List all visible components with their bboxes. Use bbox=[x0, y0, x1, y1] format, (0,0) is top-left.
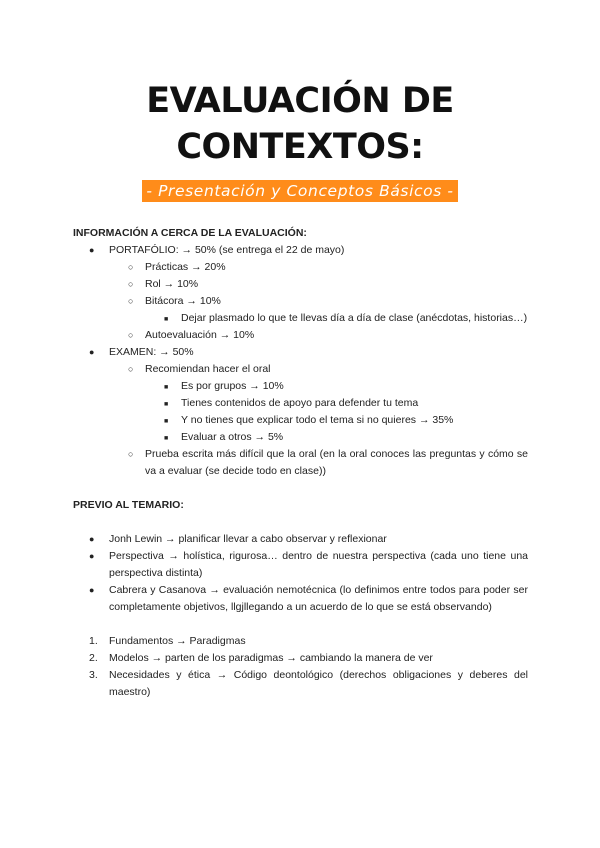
item-text: Y no tienes que explicar todo el tema si no quieres → 35% bbox=[181, 414, 454, 426]
item-number: 1. bbox=[89, 635, 98, 647]
square-bullet-icon: ■ bbox=[164, 418, 169, 425]
circle-bullet-icon: ○ bbox=[128, 364, 134, 374]
bullet-icon: ● bbox=[89, 347, 95, 357]
item-text: Dejar plasmado lo que te llevas día a día de clase (anécdotas, historias…) bbox=[181, 312, 528, 324]
list-item-oral-3 bbox=[73, 412, 528, 429]
item-text: Perspectiva → holística, rigurosa… dentro de nuestra perspectiva (cada uno tiene una perspectiva distinta) bbox=[109, 550, 528, 579]
square-bullet-icon: ■ bbox=[164, 401, 169, 408]
bullet-icon: ● bbox=[89, 551, 95, 561]
item-text: Evaluar a otros → 5% bbox=[181, 431, 284, 443]
item-text: Prácticas → 20% bbox=[145, 261, 226, 273]
numbered-list bbox=[73, 633, 528, 701]
section-heading-evaluacion: INFORMACIÓN A CERCA DE LA EVALUACIÓN: bbox=[73, 227, 307, 239]
item-number: 3. bbox=[89, 669, 98, 681]
list-item-oral bbox=[73, 361, 528, 378]
circle-bullet-icon: ○ bbox=[128, 449, 134, 459]
section-heading-previo: PREVIO AL TEMARIO: bbox=[73, 499, 184, 511]
list-item-examen bbox=[73, 344, 528, 361]
item-text: Necesidades y ética → Código deontológico (derechos obligaciones y deberes del maestro) bbox=[109, 669, 528, 698]
square-bullet-icon: ■ bbox=[164, 316, 169, 323]
item-text: Rol → 10% bbox=[145, 278, 199, 290]
item-text: Prueba escrita más difícil que la oral (en la oral conoces las preguntas y cómo se va a evaluar (se decide todo en clase)) bbox=[145, 448, 528, 477]
list-item-bitacora-detail bbox=[73, 310, 528, 327]
numbered-item-1 bbox=[73, 633, 528, 650]
list-item-rol bbox=[73, 276, 528, 293]
list-item-autoevaluacion bbox=[73, 327, 528, 344]
item-text: Autoevaluación → 10% bbox=[145, 329, 255, 341]
page-title bbox=[0, 78, 600, 170]
item-text: EXAMEN: → 50% bbox=[109, 346, 194, 358]
numbered-item-3 bbox=[73, 667, 528, 701]
item-text: Fundamentos → Paradigmas bbox=[109, 635, 246, 647]
list-item-oral-4 bbox=[73, 429, 528, 446]
title-line-2: CONTEXTOS: bbox=[176, 127, 424, 167]
evaluation-list bbox=[73, 242, 528, 480]
list-item-escrita bbox=[73, 446, 528, 480]
item-text: Bitácora → 10% bbox=[145, 295, 221, 307]
item-text: Recomiendan hacer el oral bbox=[145, 363, 271, 375]
item-text: Modelos → parten de los paradigmas → cambiando la manera de ver bbox=[109, 652, 433, 664]
list-item-bitacora bbox=[73, 293, 528, 310]
numbered-item-2 bbox=[73, 650, 528, 667]
document-body bbox=[73, 225, 528, 701]
circle-bullet-icon: ○ bbox=[128, 279, 134, 289]
square-bullet-icon: ■ bbox=[164, 435, 169, 442]
item-text: Es por grupos → 10% bbox=[181, 380, 284, 392]
list-item-perspectiva bbox=[73, 548, 528, 582]
item-text: Tienes contenidos de apoyo para defender tu tema bbox=[181, 397, 419, 409]
item-text: PORTAFÓLIO: → 50% (se entrega el 22 de mayo) bbox=[109, 244, 345, 256]
list-item-oral-2 bbox=[73, 395, 528, 412]
bullet-icon: ● bbox=[89, 534, 95, 544]
item-text: Cabrera y Casanova → evaluación nemotécnica (lo definimos entre todos para poder ser completamente objetivos, llgjllegando a un acuerdo de lo que se está observando) bbox=[109, 584, 528, 613]
subtitle-banner bbox=[0, 180, 600, 202]
list-item-cabrera bbox=[73, 582, 528, 616]
list-item-practicas bbox=[73, 259, 528, 276]
circle-bullet-icon: ○ bbox=[128, 330, 134, 340]
item-number: 2. bbox=[89, 652, 98, 664]
previo-bullet-list bbox=[73, 531, 528, 616]
list-item-lewin bbox=[73, 531, 528, 548]
subtitle: - Presentación y Conceptos Básicos - bbox=[142, 180, 457, 202]
circle-bullet-icon: ○ bbox=[128, 296, 134, 306]
list-item-oral-1 bbox=[73, 378, 528, 395]
item-text: Jonh Lewin → planificar llevar a cabo observar y reflexionar bbox=[109, 533, 387, 545]
list-item-portafolio bbox=[73, 242, 528, 259]
bullet-icon: ● bbox=[89, 585, 95, 595]
title-line-1: EVALUACIÓN DE bbox=[146, 81, 454, 121]
square-bullet-icon: ■ bbox=[164, 384, 169, 391]
bullet-icon: ● bbox=[89, 245, 95, 255]
circle-bullet-icon: ○ bbox=[128, 262, 134, 272]
